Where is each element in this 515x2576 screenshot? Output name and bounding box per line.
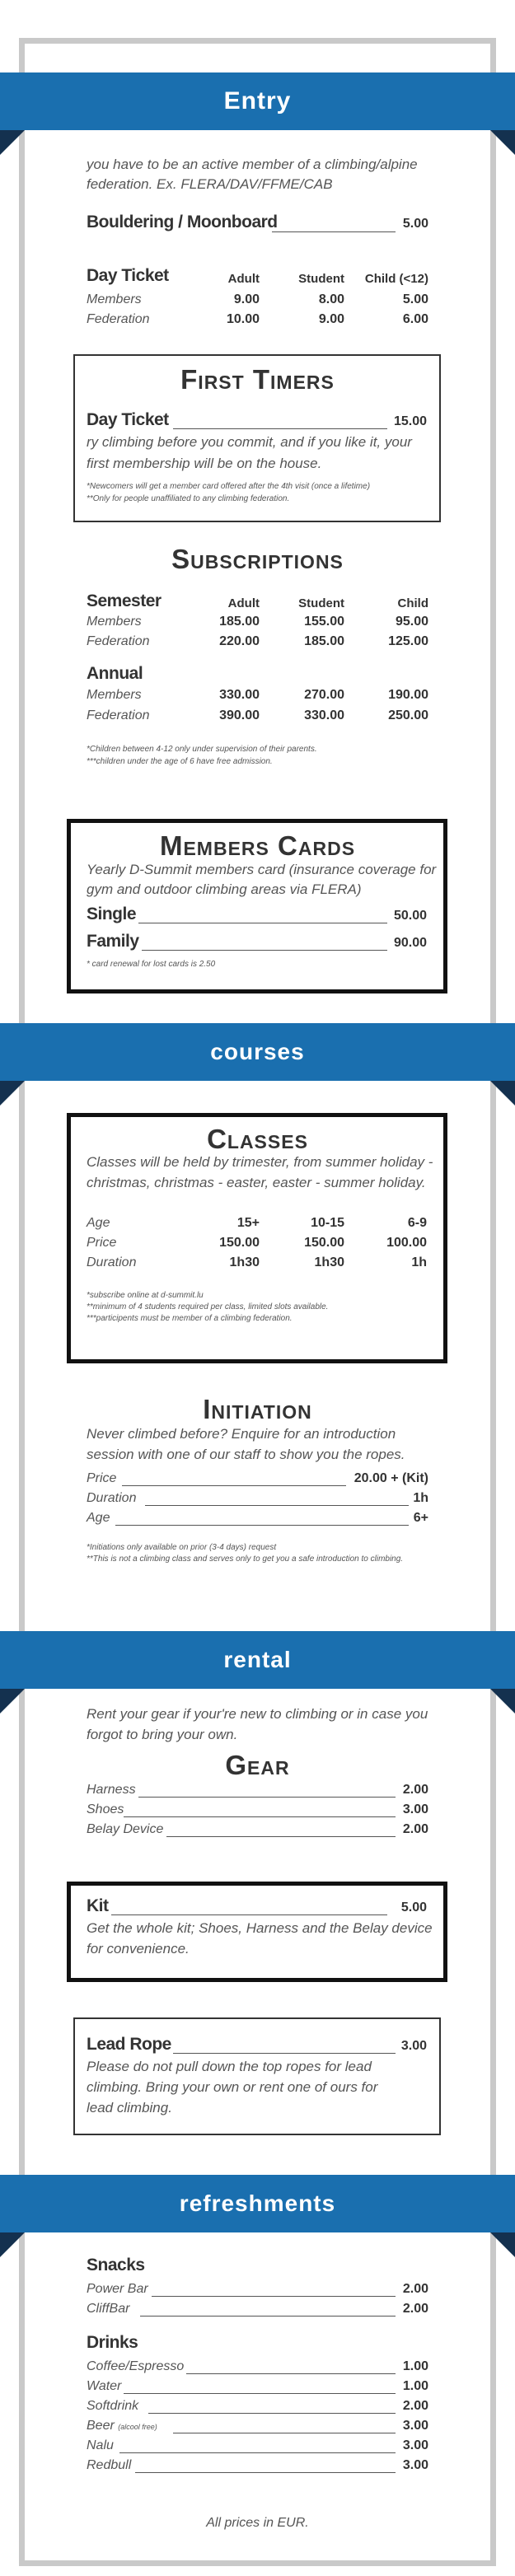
family-price: 90.00 xyxy=(393,936,427,950)
initiation-note: *Initiations only available on prior (3-4 days) request xyxy=(87,1543,277,1552)
class-cell: 15+ xyxy=(236,1216,260,1230)
class-cell: 150.00 xyxy=(304,1236,344,1250)
subscriptions-note: ***children under the age of 6 have free admission. xyxy=(87,757,273,766)
courses-banner xyxy=(0,1023,515,1081)
price-cell: 185.00 xyxy=(304,634,344,648)
courses-banner-title: courses xyxy=(210,1039,305,1064)
gear-item-price: 3.00 xyxy=(402,1802,428,1816)
gear-title: Gear xyxy=(225,1750,290,1780)
price-cell: 155.00 xyxy=(304,615,344,629)
kit-text: Get the whole kit; Shoes, Harness and the Belay device for convenience. xyxy=(87,1920,433,1957)
initiation-price-value: 20.00 + (Kit) xyxy=(353,1471,428,1485)
snack-price: 2.00 xyxy=(402,2302,428,2316)
rental-banner-title: rental xyxy=(223,1647,292,1672)
banner-fold-left xyxy=(0,130,25,155)
banner-fold-right xyxy=(490,1081,515,1106)
leader-line xyxy=(122,1485,346,1486)
price-cell: 185.00 xyxy=(219,615,260,629)
col-child: Child (<12) xyxy=(364,272,428,286)
drink-price: 3.00 xyxy=(402,2438,428,2452)
initiation-duration-label: Duration xyxy=(87,1491,137,1505)
price-cell: 5.00 xyxy=(402,292,428,306)
snack-price: 2.00 xyxy=(402,2282,428,2296)
first-timers-text: ry climbing before you commit, and if you like it, your first membership will be on the house. xyxy=(87,434,412,471)
first-timers-title: First Timers xyxy=(180,364,335,395)
row-label: Price xyxy=(87,1236,117,1250)
row-label: Federation xyxy=(87,634,150,648)
class-cell: 100.00 xyxy=(386,1236,427,1250)
price-cell: 190.00 xyxy=(388,688,428,702)
entry-banner xyxy=(0,72,515,130)
price-cell: 6.00 xyxy=(402,312,428,326)
leader-line xyxy=(140,2316,396,2317)
subscriptions-title: Subscriptions xyxy=(171,544,344,574)
single-label: Single xyxy=(87,905,137,923)
row-label: Duration xyxy=(87,1255,137,1269)
lead-rope-price: 3.00 xyxy=(400,2039,427,2053)
family-label: Family xyxy=(87,932,139,951)
annual-title: Annual xyxy=(87,664,143,683)
leader-line xyxy=(115,1525,409,1526)
price-cell: 95.00 xyxy=(395,615,428,629)
gear-item-price: 2.00 xyxy=(402,1783,428,1797)
leader-line xyxy=(173,428,387,429)
col-child: Child xyxy=(397,596,428,610)
class-cell: 6-9 xyxy=(407,1216,427,1230)
leader-line xyxy=(138,1797,396,1798)
leader-line xyxy=(272,231,396,232)
leader-line xyxy=(152,2296,396,2297)
price-cell: 10.00 xyxy=(226,312,260,326)
bouldering-price: 5.00 xyxy=(402,217,428,231)
entry-intro: you have to be an active member of a climbing/alpine federation. Ex. FLERA/DAV/FFME/CAB xyxy=(87,157,418,192)
single-price: 50.00 xyxy=(393,909,427,923)
initiation-age-label: Age xyxy=(87,1511,110,1525)
classes-text: Classes will be held by trimester, from summer holiday - christmas, christmas - easter, easter - summer holiday. xyxy=(87,1154,433,1190)
price-cell: 220.00 xyxy=(219,634,260,648)
row-label: Federation xyxy=(87,708,150,722)
row-label: Federation xyxy=(87,312,150,326)
initiation-price-label: Price xyxy=(87,1471,117,1485)
banner-fold-right xyxy=(490,2232,515,2257)
price-cell: 9.00 xyxy=(318,312,344,326)
gear-item-price: 2.00 xyxy=(402,1822,428,1836)
gear-item-label: Belay Device xyxy=(87,1822,164,1836)
row-label: Age xyxy=(87,1216,110,1230)
refreshments-banner xyxy=(0,2175,515,2232)
footer-note: All prices in EUR. xyxy=(206,2516,309,2530)
initiation-age-value: 6+ xyxy=(413,1511,428,1525)
members-cards-title: Members Cards xyxy=(159,830,356,861)
leader-line xyxy=(124,2393,396,2394)
initiation-title: Initiation xyxy=(203,1394,312,1424)
classes-note: ***participents must be member of a climbing federation. xyxy=(87,1314,293,1323)
class-cell: 150.00 xyxy=(219,1236,260,1250)
drinks-title: Drinks xyxy=(87,2333,138,2352)
drink-price: 1.00 xyxy=(402,2379,428,2393)
first-timers-note: *Newcomers will get a member card offered after the 4th visit (once a lifetime) xyxy=(87,482,371,491)
leader-line xyxy=(124,1816,396,1817)
row-label: Members xyxy=(87,688,142,702)
members-cards-note: * card renewal for lost cards is 2.50 xyxy=(87,960,216,969)
banner-fold-left xyxy=(0,1081,25,1106)
price-cell: 330.00 xyxy=(304,708,344,722)
snacks-title: Snacks xyxy=(87,2256,145,2274)
snack-label: CliffBar xyxy=(87,2302,130,2316)
col-adult: Adult xyxy=(227,596,260,610)
initiation-text: Never climbed before? Enquire for an introduction session with one of our staff to show you the ropes. xyxy=(87,1426,405,1462)
semester-title: Semester xyxy=(87,591,162,610)
price-cell: 330.00 xyxy=(219,688,260,702)
banner-fold-left xyxy=(0,2232,25,2257)
first-timers-note: **Only for people unaffiliated to any climbing federation. xyxy=(87,494,290,503)
leader-line xyxy=(135,2472,396,2473)
col-student: Student xyxy=(298,272,344,286)
banner-fold-left xyxy=(0,1689,25,1713)
members-cards-text: Yearly D-Summit members card (insurance coverage for gym and outdoor climbing areas via FLERA) xyxy=(87,862,437,897)
drink-price: 1.00 xyxy=(402,2359,428,2373)
price-cell: 390.00 xyxy=(219,708,260,722)
class-cell: 1h xyxy=(411,1255,427,1269)
drink-label xyxy=(87,2419,157,2433)
price-cell: 125.00 xyxy=(388,634,428,648)
leader-line xyxy=(111,1914,387,1915)
entry-banner-title: Entry xyxy=(223,87,292,115)
classes-title: Classes xyxy=(207,1124,308,1154)
price-cell: 250.00 xyxy=(388,708,428,722)
banner-fold-right xyxy=(490,130,515,155)
class-cell: 1h30 xyxy=(314,1255,344,1269)
kit-price: 5.00 xyxy=(400,1900,427,1914)
price-cell: 9.00 xyxy=(233,292,260,306)
gear-item-label: Harness xyxy=(87,1783,136,1797)
first-timers-label: Day Ticket xyxy=(87,410,169,429)
first-timers-price: 15.00 xyxy=(393,414,427,428)
col-student: Student xyxy=(298,596,344,610)
leader-line xyxy=(145,1505,409,1506)
rental-banner xyxy=(0,1631,515,1689)
drink-label-text: Beer xyxy=(87,2419,115,2433)
rental-intro: Rent your gear if your're new to climbing or in case you forgot to bring your own. xyxy=(87,1706,428,1742)
drink-label: Softdrink xyxy=(87,2399,139,2413)
price-cell: 8.00 xyxy=(318,292,344,306)
leader-line xyxy=(119,2452,396,2453)
drink-label: Nalu xyxy=(87,2438,114,2452)
drink-label: Water xyxy=(87,2379,122,2393)
leader-line xyxy=(142,950,387,951)
drink-label: Redbull xyxy=(87,2458,132,2472)
classes-note: *subscribe online at d-summit.lu xyxy=(87,1291,204,1300)
day-ticket-title: Day Ticket xyxy=(87,266,169,285)
lead-rope-label: Lead Rope xyxy=(87,2035,171,2054)
col-adult: Adult xyxy=(227,272,260,286)
drink-label: Coffee/Espresso xyxy=(87,2359,185,2373)
row-label: Members xyxy=(87,292,142,306)
leader-line xyxy=(186,2373,396,2374)
class-cell: 10-15 xyxy=(311,1216,344,1230)
leader-line xyxy=(166,1836,396,1837)
classes-note: **minimum of 4 students required per class, limited slots available. xyxy=(87,1302,329,1311)
drink-price: 2.00 xyxy=(402,2399,428,2413)
banner-fold-right xyxy=(490,1689,515,1713)
refreshments-banner-title: refreshments xyxy=(179,2190,336,2216)
leader-line xyxy=(173,2053,396,2054)
initiation-note: **This is not a climbing class and serves only to get you a safe introduction to climbing. xyxy=(87,1554,404,1564)
subscriptions-note: *Children between 4-12 only under supervision of their parents. xyxy=(87,745,317,754)
snack-label: Power Bar xyxy=(87,2282,148,2296)
initiation-duration-value: 1h xyxy=(413,1491,428,1505)
class-cell: 1h30 xyxy=(229,1255,260,1269)
leader-line xyxy=(148,2413,396,2414)
gear-item-label: Shoes xyxy=(87,1802,124,1816)
drink-price: 3.00 xyxy=(402,2419,428,2433)
price-cell: 270.00 xyxy=(304,688,344,702)
drink-price: 3.00 xyxy=(402,2458,428,2472)
kit-label: Kit xyxy=(87,1896,109,1915)
beer-note: (alcool free) xyxy=(118,2423,157,2431)
row-label: Members xyxy=(87,615,142,629)
bouldering-label: Bouldering / Moonboard xyxy=(87,213,278,231)
lead-rope-text: Please do not pull down the top ropes for lead climbing. Bring your own or rent one of ours for lead climbing. xyxy=(87,2059,378,2115)
